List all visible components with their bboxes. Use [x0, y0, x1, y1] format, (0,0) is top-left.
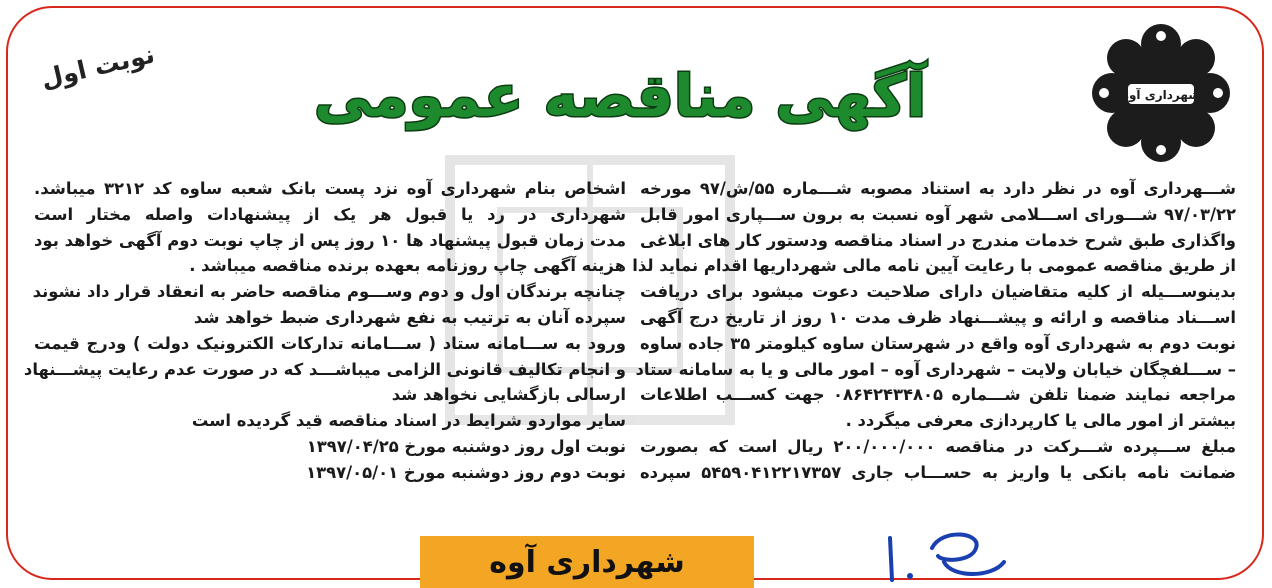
right-column-line-7: نوبت دوم به شهرداری آوه واقع در شهرستان ساوه کیلومتر ۳۵ جاده ساوه [640, 333, 1237, 353]
left-column-line-11: نوبت اول روز دوشنبه مورخ ۱۳۹۷/۰۴/۲۵ [306, 436, 626, 456]
footer-municipality-name: شهرداری آوه [489, 544, 685, 580]
round-note: نوبت اول [38, 39, 158, 94]
municipality-logo [1090, 22, 1232, 164]
left-column-line-2: شهرداری در رد یا قبول هر یک از پیشنهادات واصله مختار است [34, 204, 626, 224]
right-column-line-10: بیشتر از امور مالی یا کارپردازی معرفی میگردد . [845, 411, 1236, 431]
left-column-line-8: و انجام تکالیف قانونی الزامی میباشـــد که در صورت عدم رعایت پیشـــنهاد [23, 359, 626, 379]
left-column-line-4: هزینه آگهی چاپ روزنامه بعهده برنده مناقصه میباشد . [189, 256, 626, 276]
title-text: آگهی مناقصه عمومی [313, 62, 927, 130]
body-left-column [23, 176, 626, 486]
left-column-line-12: نوبت دوم روز دوشنبه مورخ ۱۳۹۷/۰۵/۰۱ [306, 462, 626, 482]
right-column-line-2: ۹۷/۰۳/۲۲ شـــورای اســـلامی شهر آوه نسبت به برون ســـپاری امور قابل [640, 204, 1236, 224]
right-column-line-11: مبلغ ســـپرده شـــرکت در مناقصه ۲۰۰/۰۰۰/۰۰۰ ریال است که بصورت [640, 436, 1236, 456]
signature [872, 518, 1012, 586]
right-column-line-8: – ســـلفچگان خیابان ولایت – شهرداری آوه – امور مالی و یا به سامانه ستاد [635, 359, 1236, 379]
notice-title [313, 50, 927, 140]
right-column-line-5: بدینوســـیله از کلیه متقاضیان دارای صلاحیت دعوت میشود برای دریافت [640, 282, 1236, 302]
right-column-line-12: ضمانت نامه بانکی یا واریز به حســـاب جاری ۵۴۵۹۰۴۱۲۲۱۷۳۵۷ سپرده [640, 462, 1236, 482]
right-column-line-4: از طریق مناقصه عمومی با رعایت آیین نامه مالی شهرداریها اقدام نماید لذا [632, 256, 1236, 276]
right-column-line-6: اســـناد مناقصه و ارائه و پیشـــنهاد ظرف مدت ۱۰ روز از تاریخ درج آگهی [640, 307, 1236, 327]
left-column-line-9: ارسالی بازگشایی نخواهد شد [391, 385, 626, 405]
left-column-line-3: مدت زمان قبول پیشنهاد ها ۱۰ روز پس از چاپ نوبت دوم آگهی خواهد بود [34, 230, 626, 250]
left-column-line-10: سایر مواردو شرایط در اسناد مناقصه قید گردیده است [191, 411, 626, 431]
left-column-line-7: ورود به ســـامانه ستاد ( ســـامانه تدارکات الکترونیک دولت ) ودرج قیمت [34, 333, 626, 353]
footer-bar [420, 536, 754, 588]
left-column-line-5: چنانچه برندگان اول و دوم وســـوم مناقصه حاضر به انعقاد قرار داد نشوند [32, 282, 626, 302]
body-right-column [632, 176, 1237, 486]
right-column-line-1: شـــهرداری آوه در نظر دارد به استناد مصوبه شـــماره ۵۵/ش/۹۷ مورخه [640, 179, 1236, 198]
right-column-line-3: واگذاری طبق شرح خدمات مندرج در اسناد مناقصه ودستور کار های ابلاغی [640, 230, 1236, 250]
left-column-line-6: سپرده آنان به ترتیب به نفع شهرداری ضبط خواهد شد [193, 307, 626, 327]
left-column-line-1: اشخاص بنام شهرداری آوه نزد پست بانک شعبه ساوه کد ۳۲۱۲ میباشد. [34, 179, 626, 198]
right-column-line-9: مراجعه نمایند ضمنا تلفن شـــماره ۰۸۶۴۲۴۳۴۸۰۵ جهت کســـب اطلاعات [640, 385, 1236, 405]
logo-text: شهرداری آوه [1121, 88, 1201, 102]
